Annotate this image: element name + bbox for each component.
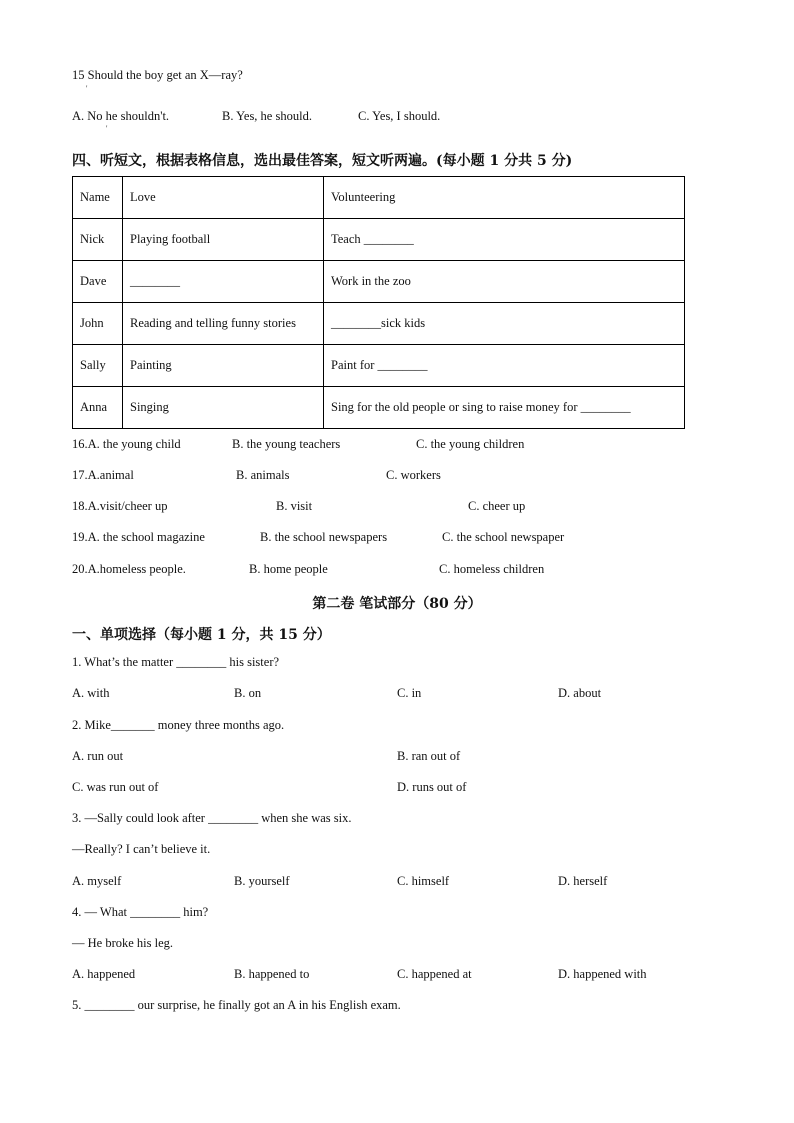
mc-q1-option-c: C. in xyxy=(397,686,422,700)
table-cell: John xyxy=(73,303,123,345)
table-cell: ________ xyxy=(123,261,324,303)
table-cell: Love xyxy=(123,177,324,219)
table-cell: Work in the zoo xyxy=(324,261,685,303)
table-row xyxy=(73,303,685,345)
table-cell: Reading and telling funny stories xyxy=(123,303,324,345)
q18-option-c: C. cheer up xyxy=(468,499,526,513)
mc-q2-option-a: A. run out xyxy=(72,749,124,763)
table-row xyxy=(73,219,685,261)
q19-option-c: C. the school newspaper xyxy=(442,530,565,544)
q19-option-a: 19.A. the school magazine xyxy=(72,530,205,544)
table-cell: Sing for the old people or sing to raise money for ________ xyxy=(324,387,685,429)
mc-q4-option-c: C. happened at xyxy=(397,967,472,981)
mc-q4-option-d: D. happened with xyxy=(558,967,647,981)
table-cell: Singing xyxy=(123,387,324,429)
mc-q4-option-b: B. happened to xyxy=(234,967,310,981)
mc-q4-reply: — He broke his leg. xyxy=(72,936,174,950)
q17-option-a: 17.A.animal xyxy=(72,468,134,482)
table-header-row xyxy=(73,177,685,219)
table-cell: Paint for ________ xyxy=(324,345,685,387)
q16-option-a: 16.A. the young child xyxy=(72,437,181,451)
mc-q2-option-d: D. runs out of xyxy=(397,780,467,794)
table-cell: Sally xyxy=(73,345,123,387)
mc-q4-option-a: A. happened xyxy=(72,967,136,981)
table-row xyxy=(73,345,685,387)
table-cell: Anna xyxy=(73,387,123,429)
q15-stem: 15 Should the boy get an X—ray? xyxy=(72,68,243,82)
mc-q3-option-c: C. himself xyxy=(397,874,450,888)
q17-option-c: C. workers xyxy=(386,468,441,482)
q17-option-b: B. animals xyxy=(236,468,290,482)
section1-heading: 一、单项选择（每小题 1 分，共 15 分） xyxy=(72,627,331,643)
info-table xyxy=(72,176,685,429)
q16-option-b: B. the young teachers xyxy=(232,437,341,451)
mark-dot: ' xyxy=(86,84,88,93)
table-row xyxy=(73,261,685,303)
mc-q3-reply: —Really? I can’t believe it. xyxy=(72,842,211,856)
part2-heading: 第二卷 笔试部分（80 分） xyxy=(312,596,482,612)
table-cell: Dave xyxy=(73,261,123,303)
mc-q3-option-a: A. myself xyxy=(72,874,122,888)
table-cell: ________sick kids xyxy=(324,303,685,345)
table-cell: Teach ________ xyxy=(324,219,685,261)
table-cell: Nick xyxy=(73,219,123,261)
q16-option-c: C. the young children xyxy=(416,437,525,451)
table-cell: Painting xyxy=(123,345,324,387)
table-cell: Playing football xyxy=(123,219,324,261)
q18-option-a: 18.A.visit/cheer up xyxy=(72,499,168,513)
mc-q1-option-b: B. on xyxy=(234,686,262,700)
q18-option-b: B. visit xyxy=(276,499,313,513)
mc-q1-option-d: D. about xyxy=(558,686,602,700)
table-cell: Name xyxy=(73,177,123,219)
q20-option-c: C. homeless children xyxy=(439,562,545,576)
section4-heading: 四、听短文，根据表格信息，选出最佳答案，短文听两遍。(每小题 1 分共 5 分) xyxy=(72,153,573,169)
q15-option-a: A. No he shouldn't. xyxy=(72,109,170,123)
table-cell: Volunteering xyxy=(324,177,685,219)
mc-q2-option-b: B. ran out of xyxy=(397,749,461,763)
mc-q4-stem: 4. — What ________ him? xyxy=(72,905,209,919)
mc-q3-option-b: B. yourself xyxy=(234,874,290,888)
table-row xyxy=(73,387,685,429)
mc-q1-stem: 1. What’s the matter ________ his sister? xyxy=(72,655,280,669)
mc-q3-option-d: D. herself xyxy=(558,874,608,888)
q20-option-a: 20.A.homeless people. xyxy=(72,562,186,576)
mc-q2-option-c: C. was run out of xyxy=(72,780,159,794)
q15-option-b: B. Yes, he should. xyxy=(222,109,312,123)
mc-q2-stem: 2. Mike_______ money three months ago. xyxy=(72,718,285,732)
mc-q5-stem: 5. ________ our surprise, he finally got an A in his English exam. xyxy=(72,998,401,1012)
q20-option-b: B. home people xyxy=(249,562,328,576)
mark-dot: ' xyxy=(106,124,108,133)
q19-option-b: B. the school newspapers xyxy=(260,530,388,544)
q15-option-c: C. Yes, I should. xyxy=(358,109,441,123)
mc-q3-stem: 3. —Sally could look after ________ when she was six. xyxy=(72,811,352,825)
mc-q1-option-a: A. with xyxy=(72,686,110,700)
